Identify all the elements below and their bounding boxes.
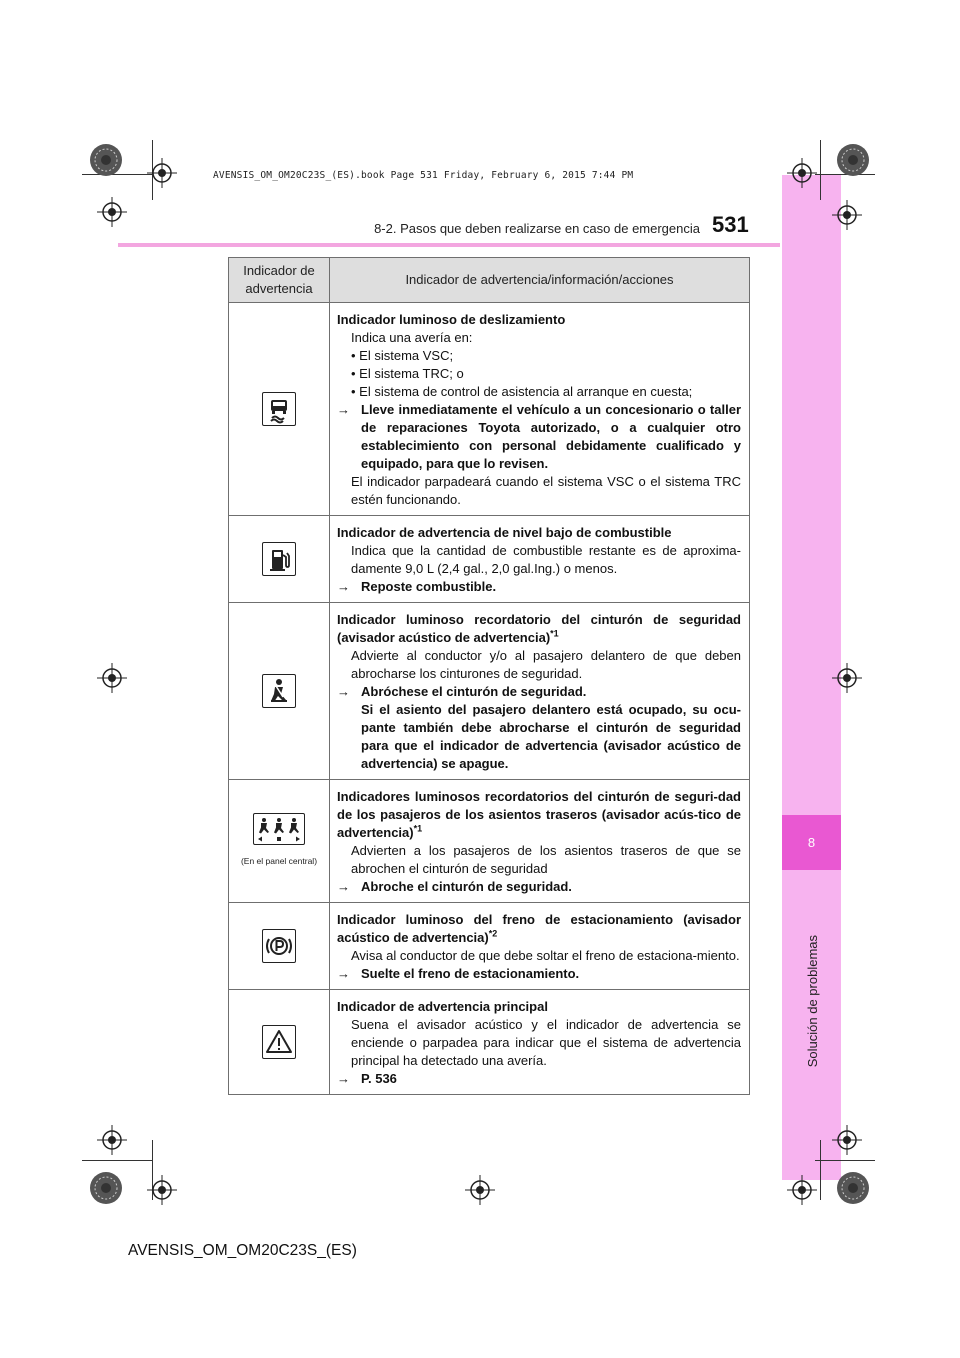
registration-disc-icon [835,142,871,178]
row-action [337,683,741,701]
table-row [229,780,750,903]
info-cell [330,990,750,1095]
arrow-icon: → [337,1071,350,1086]
registration-target-icon [97,1125,127,1155]
list-item: • El sistema TRC; o [351,366,464,381]
row-action-sub: Si el asiento del pasajero delantero está ocupado, su ocu-pante también debe abrocharse el cinturón de seguridad para que el indicador de advertencia (avisador acústico de advertencia) se apague. [361,702,741,771]
action-text: Abróchese el cinturón de seguridad. [361,684,587,699]
footnote-mark: *1 [550,628,559,639]
book-info: AVENSIS_OM_OM20C23S_(ES).book Page 531 Friday, February 6, 2015 7:44 PM [213,170,634,181]
header-icon-column: Indicador de advertencia [229,258,330,303]
row-title [337,911,741,947]
registration-target-icon [832,663,862,693]
row-action [337,578,741,596]
row-title: Indicador de advertencia de nivel bajo de combustible [337,525,672,540]
row-description: Avisa al conductor de que debe soltar el freno de estaciona-miento. [351,948,740,963]
table-row [229,903,750,990]
icon-cell [229,603,330,780]
icon-cell [229,780,330,903]
row-description: Advierte al conductor y/o al pasajero delantero de que deben abrocharse los cinturones de seguridad. [351,648,741,681]
header-rule [118,243,780,247]
arrow-icon: → [337,879,350,894]
row-description: Suena el avisador acústico y el indicador de advertencia se enciende o parpadea para indicar que el sistema de advertencia principal ha detectado una avería. [351,1017,741,1068]
registration-disc-icon [835,1170,871,1206]
info-cell [330,903,750,990]
icon-caption: (En el panel central) [240,855,318,866]
registration-target-icon [465,1175,495,1205]
arrow-icon: → [337,966,350,981]
action-text: Reposte combustible. [361,579,497,594]
row-description: Indica que la cantidad de combustible restante es de aproxima-damente 9,0 L (2,4 gal., 2,0 gal.Ing.) o menos. [351,543,741,576]
action-text: Suelte el freno de estacionamiento. [361,966,580,981]
registration-target-icon [97,197,127,227]
row-title [337,788,741,842]
table-row [229,603,750,780]
footnote-mark: *2 [488,928,498,939]
registration-target-icon [147,1175,177,1205]
crop-line [82,1160,152,1161]
info-cell [330,516,750,603]
row-action [337,965,741,983]
registration-target-icon [787,1175,817,1205]
title-text: Indicador luminoso del freno de estacionamiento (avisador acústico de advertencia) [337,912,741,945]
action-text: Lleve inmediatamente el vehículo a un concesionario o taller de reparaciones Toyota autorizado, o a cualquier otro establecimiento con personal debidamente cualificado y equipado, para que lo revisen. [361,402,741,471]
action-text: Abroche el cinturón de seguridad. [361,879,572,894]
seatbelt-icon [262,674,296,708]
arrow-icon: → [337,579,350,594]
table-row [229,516,750,603]
row-title: Indicador de advertencia principal [337,999,548,1014]
registration-disc-icon [88,142,124,178]
registration-target-icon [147,158,177,188]
crop-line [820,140,821,200]
info-cell [330,780,750,903]
warning-table [228,257,750,1095]
row-title: Indicador luminoso de deslizamiento [337,312,566,327]
row-title [337,611,741,647]
registration-target-icon [787,158,817,188]
slip-indicator-icon [262,392,296,426]
info-cell [330,603,750,780]
row-note: El indicador parpadeará cuando el sistema VSC o el sistema TRC estén funcionando. [351,474,741,507]
row-action [337,1070,741,1088]
header-info-column: Indicador de advertencia/información/acciones [330,258,750,303]
row-action [337,401,741,473]
icon-cell [229,516,330,603]
registration-target-icon [832,1125,862,1155]
icon-cell [229,303,330,516]
page-number: 531 [712,212,749,237]
arrow-icon: → [337,684,350,699]
list-item: • El sistema de control de asistencia al arranque en cuesta; [351,384,693,399]
title-text: Indicadores luminosos recordatorios del cinturón de seguri-dad de los pasajeros de los asientos traseros (avisador acús-tico de advertencia) [337,789,741,840]
table-header-row [229,258,750,303]
row-description: Indica una avería en: [351,330,473,345]
registration-target-icon [832,200,862,230]
registration-disc-icon [88,1170,124,1206]
footnote-mark: *1 [413,823,423,834]
registration-target-icon [97,663,127,693]
master-warning-icon [262,1025,296,1059]
section-title: 8-2. Pasos que deben realizarse en caso de emergencia [374,221,700,236]
table-row [229,990,750,1095]
info-cell [330,303,750,516]
table-row [229,303,750,516]
chapter-number: 8 [782,815,841,870]
row-description: Advierten a los pasajeros de los asientos traseros de que se abrochen el cinturón de seguridad [351,843,741,876]
fuel-pump-icon [262,542,296,576]
parking-brake-icon [262,929,296,963]
arrow-icon: → [337,402,350,417]
icon-cell [229,903,330,990]
crop-line [815,1160,875,1161]
action-text: P. 536 [361,1071,397,1086]
title-text: Indicador luminoso recordatorio del cinturón de seguridad (avisador acústico de advertencia) [337,612,741,645]
rear-seatbelt-icon [253,813,305,845]
chapter-label: Solución de problemas [805,935,820,1068]
list-item: • El sistema VSC; [351,348,454,363]
icon-cell [229,990,330,1095]
row-action [337,878,741,896]
document-code: AVENSIS_OM_OM20C23S_(ES) [128,1242,357,1259]
crop-line [820,1140,821,1200]
